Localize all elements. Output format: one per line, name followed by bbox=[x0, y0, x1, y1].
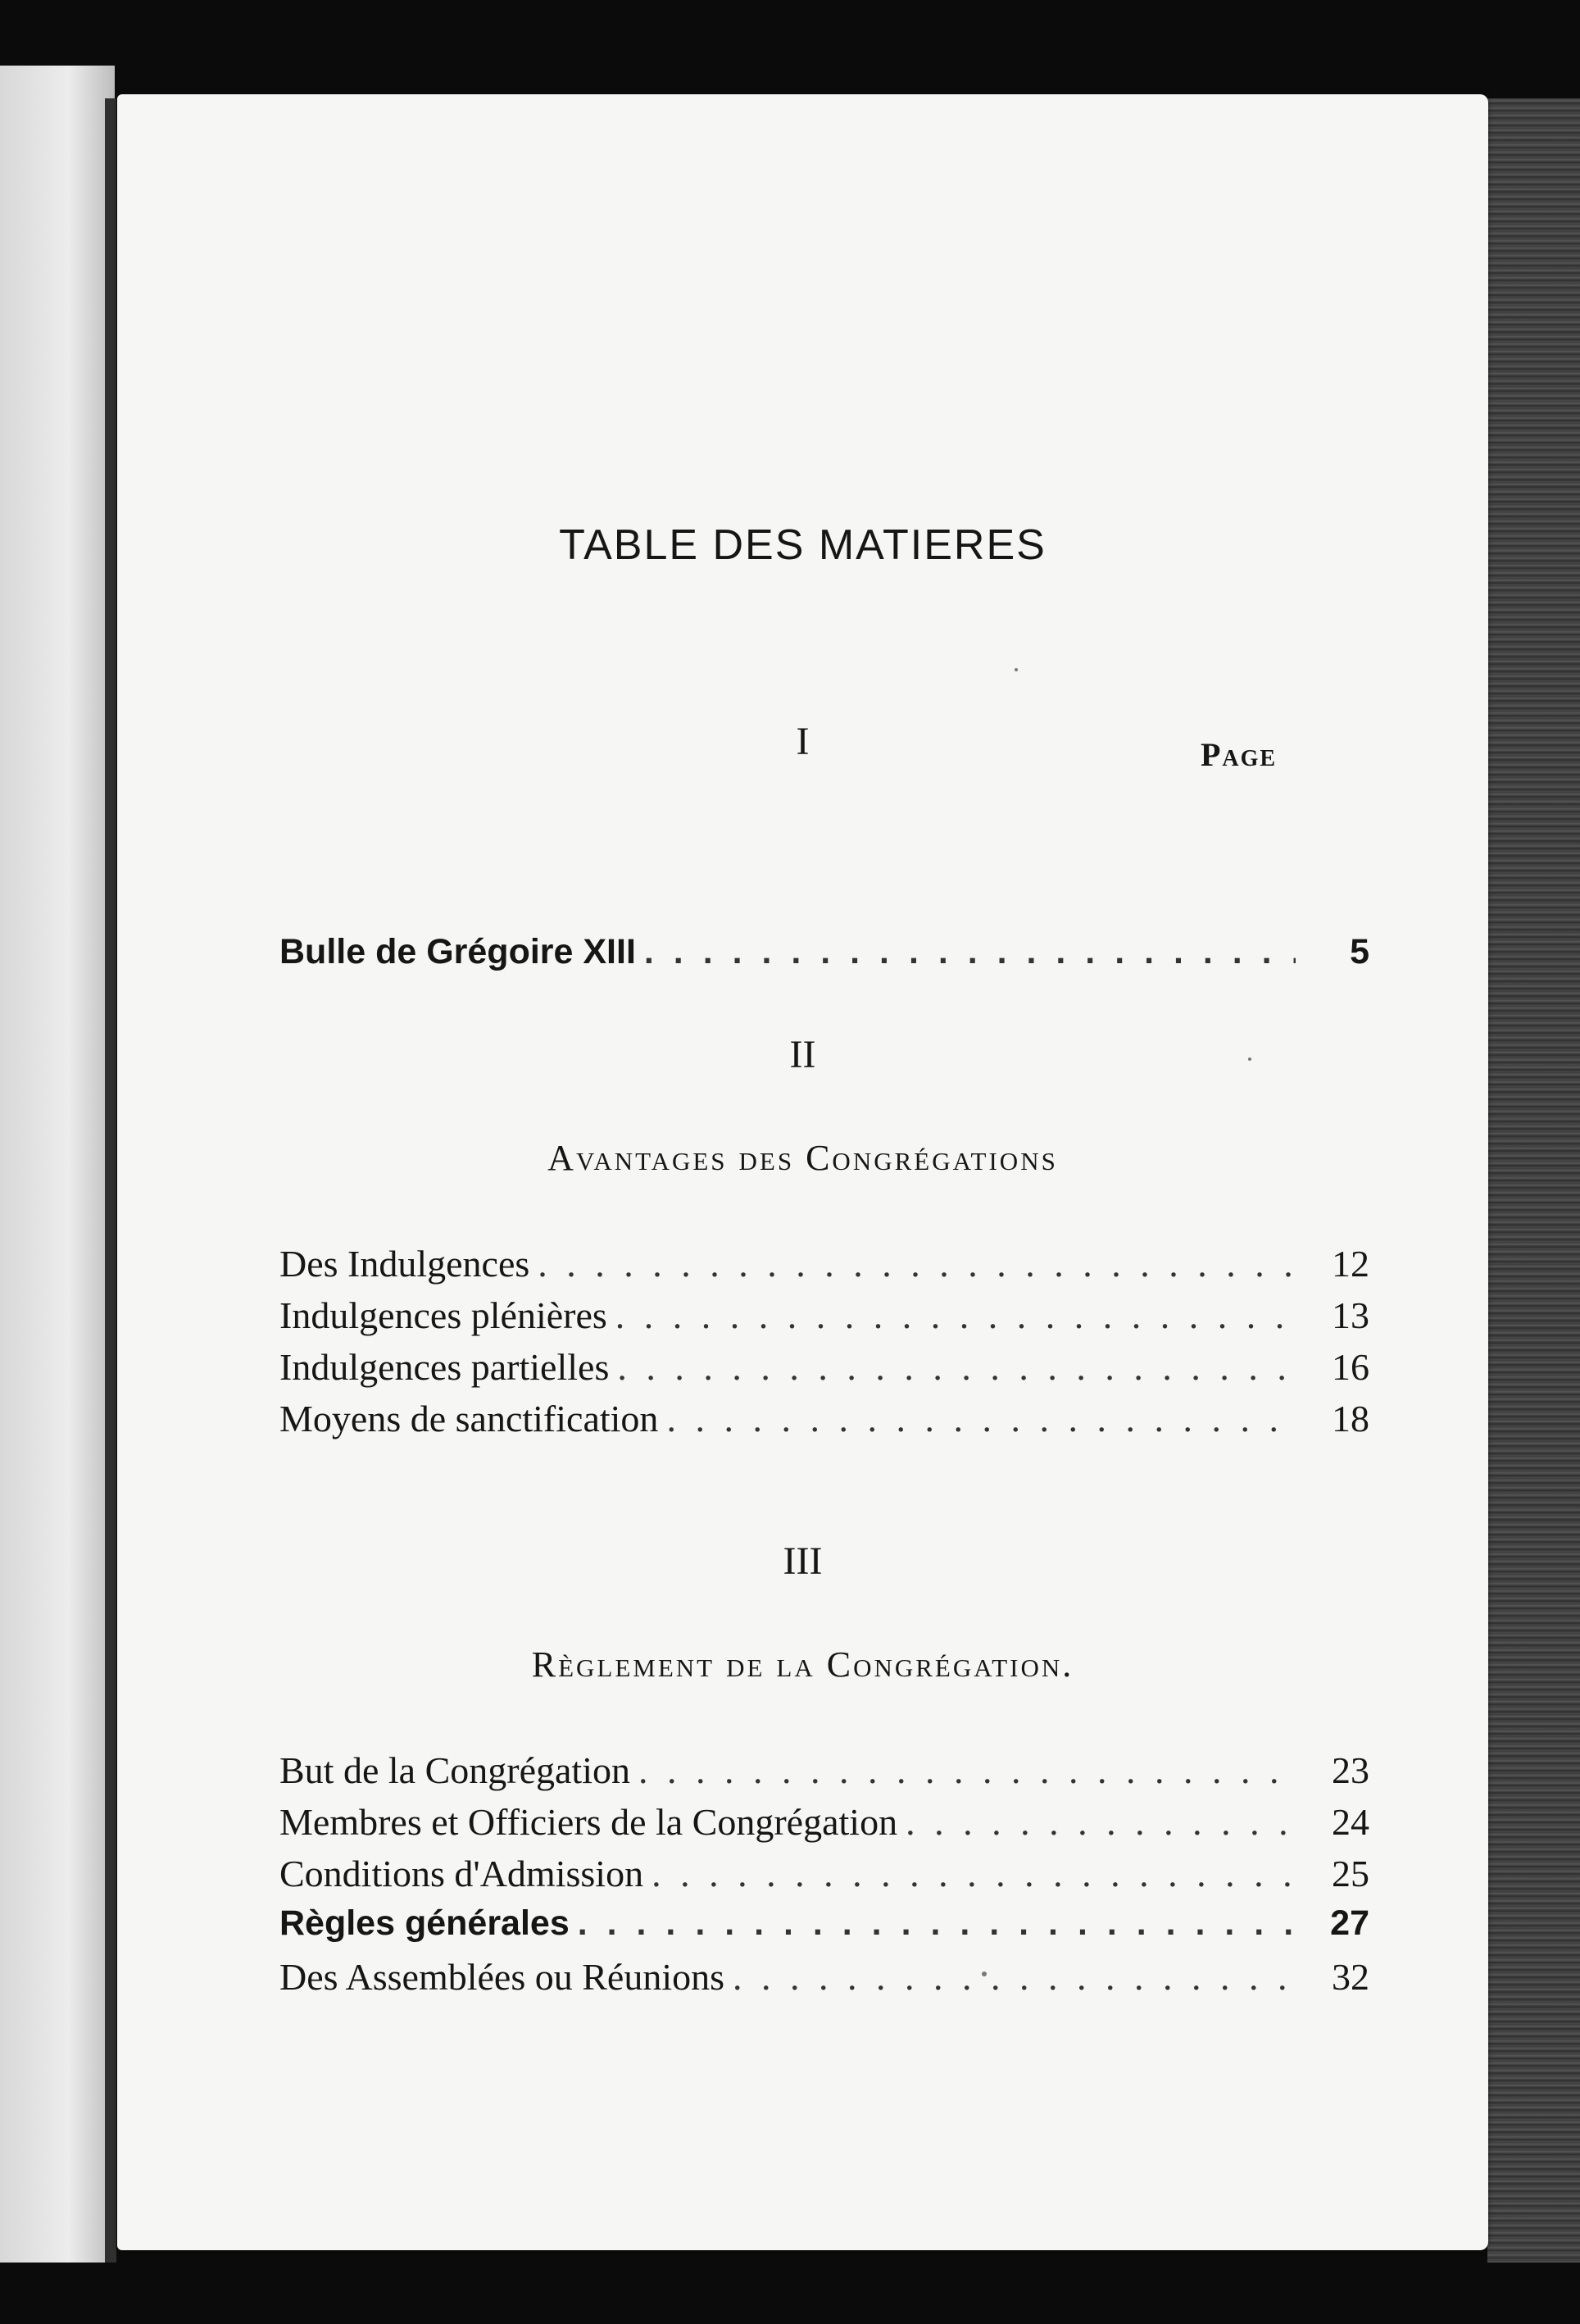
dot-leader bbox=[617, 1345, 1296, 1389]
toc-entry bbox=[279, 1345, 1369, 1394]
section-heading-3: Règlement de la Congrégation. bbox=[531, 1644, 1074, 1685]
dot-leader bbox=[906, 1800, 1296, 1844]
dot-leader bbox=[578, 1903, 1296, 1944]
toc-entry bbox=[279, 1242, 1369, 1291]
toc-entry bbox=[279, 1852, 1369, 1901]
toc-entry bbox=[279, 932, 1369, 981]
toc-entry-page: 32 bbox=[1332, 1956, 1369, 1998]
paper-speck bbox=[982, 1972, 987, 1976]
toc-entry-title: But de la Congrégation bbox=[279, 1749, 630, 1791]
dot-leader bbox=[666, 1397, 1296, 1440]
section-numeral-3: III bbox=[783, 1539, 823, 1583]
section-numeral-2: II bbox=[789, 1033, 816, 1076]
toc-entry-page: 25 bbox=[1332, 1853, 1369, 1894]
toc-entry bbox=[279, 1294, 1369, 1343]
dot-leader bbox=[644, 932, 1296, 972]
toc-entry bbox=[279, 1749, 1369, 1798]
toc-entry-title: Conditions d'Admission bbox=[279, 1853, 644, 1894]
toc-entry-page: 13 bbox=[1332, 1294, 1369, 1336]
paper-speck bbox=[1248, 1057, 1251, 1061]
toc-entry-page: 12 bbox=[1332, 1243, 1369, 1285]
section-heading-2: Avantages des Congrégations bbox=[547, 1138, 1058, 1178]
toc-entry-title: Moyens de sanctification bbox=[279, 1398, 659, 1439]
book-spine bbox=[105, 98, 116, 2263]
dot-leader bbox=[652, 1852, 1296, 1895]
toc-entry bbox=[279, 1397, 1369, 1446]
document-page bbox=[117, 94, 1488, 2250]
book-cover-edge bbox=[1487, 98, 1580, 2263]
page-column-label: Page bbox=[1201, 736, 1278, 773]
facing-page-edge bbox=[0, 66, 115, 2263]
toc-entry-title: Des Assemblées ou Réunions bbox=[279, 1956, 725, 1998]
toc-entry-page: 16 bbox=[1332, 1346, 1369, 1388]
toc-entry bbox=[279, 1955, 1369, 2004]
toc-entry-title: Règles générales bbox=[279, 1903, 570, 1943]
toc-entry-title: Des Indulgences bbox=[279, 1243, 530, 1285]
toc-entry-page: 18 bbox=[1332, 1398, 1369, 1439]
toc-entry-title: Indulgences plénières bbox=[279, 1294, 607, 1336]
toc-entry-page: 5 bbox=[1350, 932, 1369, 971]
toc-entry-title: Membres et Officiers de la Congrégation bbox=[279, 1801, 898, 1843]
toc-entry-page: 23 bbox=[1332, 1749, 1369, 1791]
dot-leader bbox=[638, 1749, 1296, 1792]
toc-entry-page: 27 bbox=[1330, 1903, 1369, 1943]
paper-speck bbox=[1015, 668, 1018, 671]
dot-leader bbox=[733, 1955, 1296, 1999]
dot-leader bbox=[538, 1242, 1296, 1285]
toc-entry-page: 24 bbox=[1332, 1801, 1369, 1843]
toc-entry-title: Bulle de Grégoire XIII bbox=[279, 932, 636, 971]
toc-entry bbox=[279, 1903, 1369, 1953]
page-title: TABLE DES MATIERES bbox=[559, 521, 1047, 569]
dot-leader bbox=[615, 1294, 1296, 1337]
toc-entry bbox=[279, 1800, 1369, 1849]
toc-entry-title: Indulgences partielles bbox=[279, 1346, 610, 1388]
section-numeral-1: I bbox=[796, 720, 810, 763]
